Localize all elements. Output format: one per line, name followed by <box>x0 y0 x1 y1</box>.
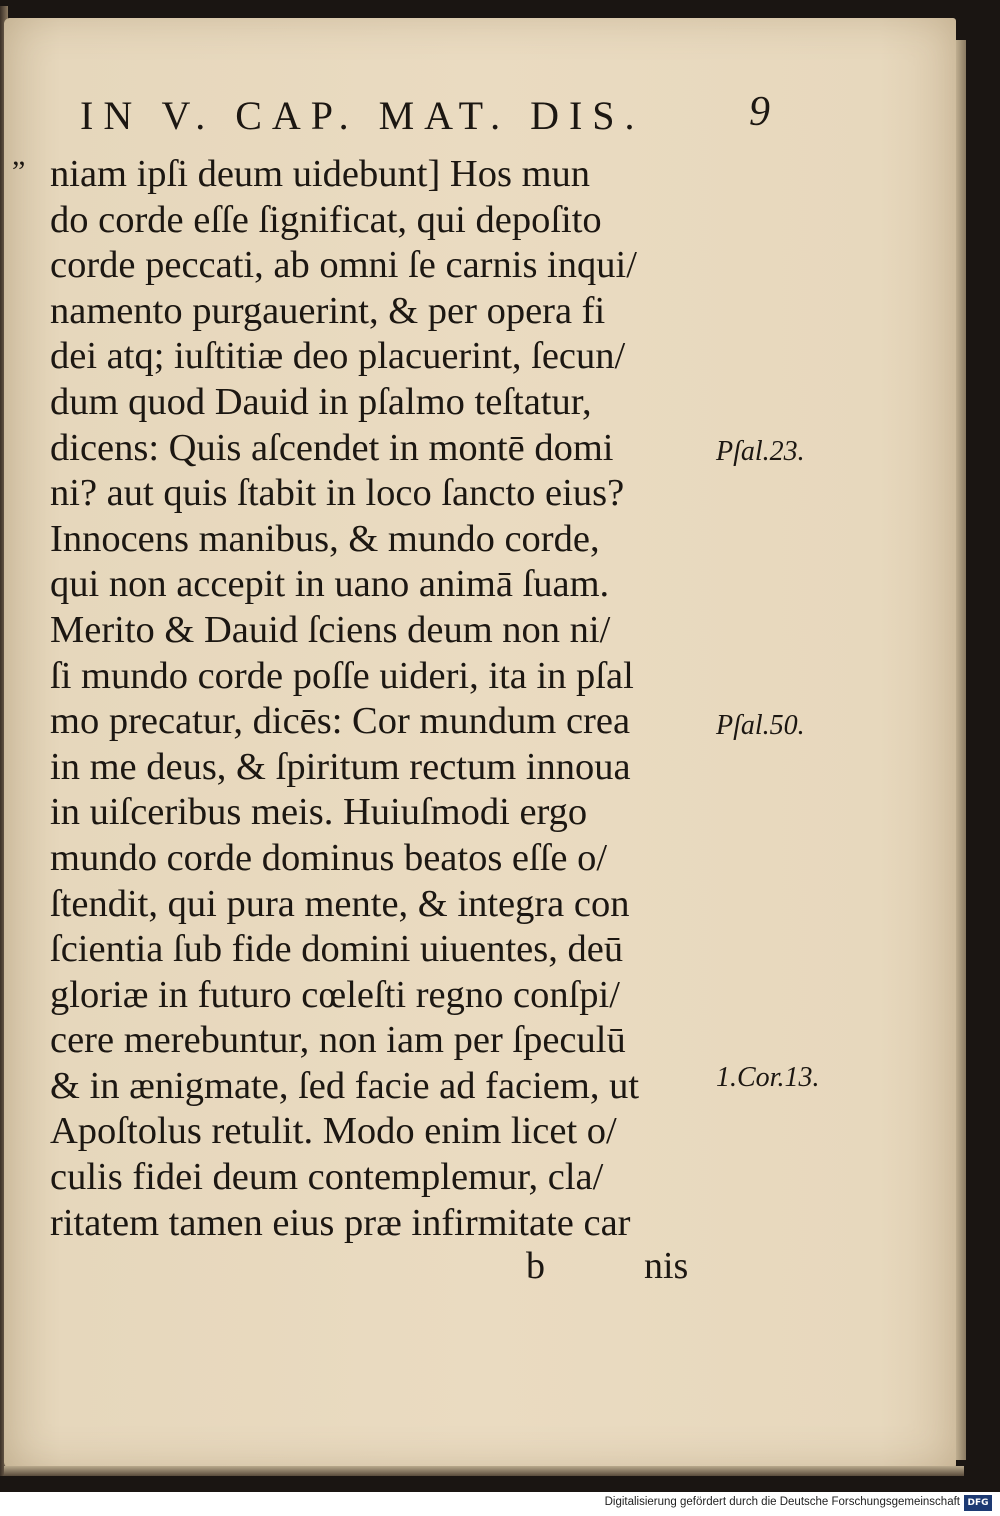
signature-mark: b <box>526 1245 545 1287</box>
text-line: in uiſceribus meis. Huiuſmodi ergo <box>50 791 588 834</box>
text-line: corde peccati, ab omni ſe carnis inqui/ <box>50 244 637 287</box>
folio-number: 9 <box>749 89 770 135</box>
text-line: namento purgauerint, & per opera fi <box>50 289 606 332</box>
text-line: Apoſtolus retulit. Modo enim licet o/ <box>50 1110 617 1153</box>
text-line: qui non accepit in uano animā ſuam. <box>50 563 610 606</box>
text-line: in me deus, & ſpiritum rectum innoua <box>50 745 631 788</box>
text-line: do corde eſſe ſignificat, qui depoſito <box>50 198 602 241</box>
text-line: ſtendit, qui pura mente, & integra con <box>50 882 630 925</box>
dfg-credit-text: Digitalisierung gefördert durch die Deutsche Forschungsgemeinschaft <box>604 1496 960 1508</box>
text-line: gloriæ in futuro cœleſti regno conſpi/ <box>50 973 620 1016</box>
margin-note-psalm-23: Pſal.23. <box>716 436 805 467</box>
text-line: dicens: Quis aſcendet in montē domi <box>50 426 614 469</box>
text-line: culis fidei deum contemplemur, cla/ <box>50 1156 604 1199</box>
running-head: IN V. CAP. MAT. DIS. <box>80 93 645 138</box>
text-line: ritatem tamen eius præ infirmitate car <box>50 1201 631 1244</box>
text-line: cere merebuntur, non iam per ſpeculū <box>50 1019 626 1062</box>
page-bottom-edge <box>4 1466 964 1476</box>
footer-bar <box>0 1492 1000 1516</box>
text-line: Merito & Dauid ſciens deum non ni/ <box>50 608 611 651</box>
quote-mark: ” <box>12 155 26 188</box>
text-line: niam ipſi deum uidebunt] Hos mun <box>50 153 591 195</box>
margin-note-psalm-50: Pſal.50. <box>716 710 805 741</box>
text-line: & in ænigmate, ſed facie ad faciem, ut <box>50 1064 640 1107</box>
text-line: ſcientia ſub fide domini uiuentes, deū <box>50 928 624 971</box>
body-text <box>50 152 710 1246</box>
page-right-edge <box>956 40 966 1460</box>
margin-note-1-corinthians: 1.Cor.13. <box>716 1062 820 1093</box>
dfg-logo-icon: DFG <box>964 1495 992 1511</box>
text-line: ſi mundo corde poſſe uideri, ita in pſal <box>50 654 634 697</box>
text-line: ni? aut quis ſtabit in loco ſancto eius? <box>50 472 625 515</box>
text-line: mo precatur, dicēs: Cor mundum crea <box>50 700 631 743</box>
page-header <box>80 89 770 142</box>
catchword: nis <box>644 1245 689 1287</box>
text-line: dum quod Dauid in pſalmo teſtatur, <box>50 380 592 423</box>
text-line: mundo corde dominus beatos eſſe o/ <box>50 836 608 879</box>
text-line: dei atq; iuſtitiæ deo placuerint, ſecun/ <box>50 335 626 378</box>
text-line: Innocens manibus, & mundo corde, <box>50 517 600 560</box>
